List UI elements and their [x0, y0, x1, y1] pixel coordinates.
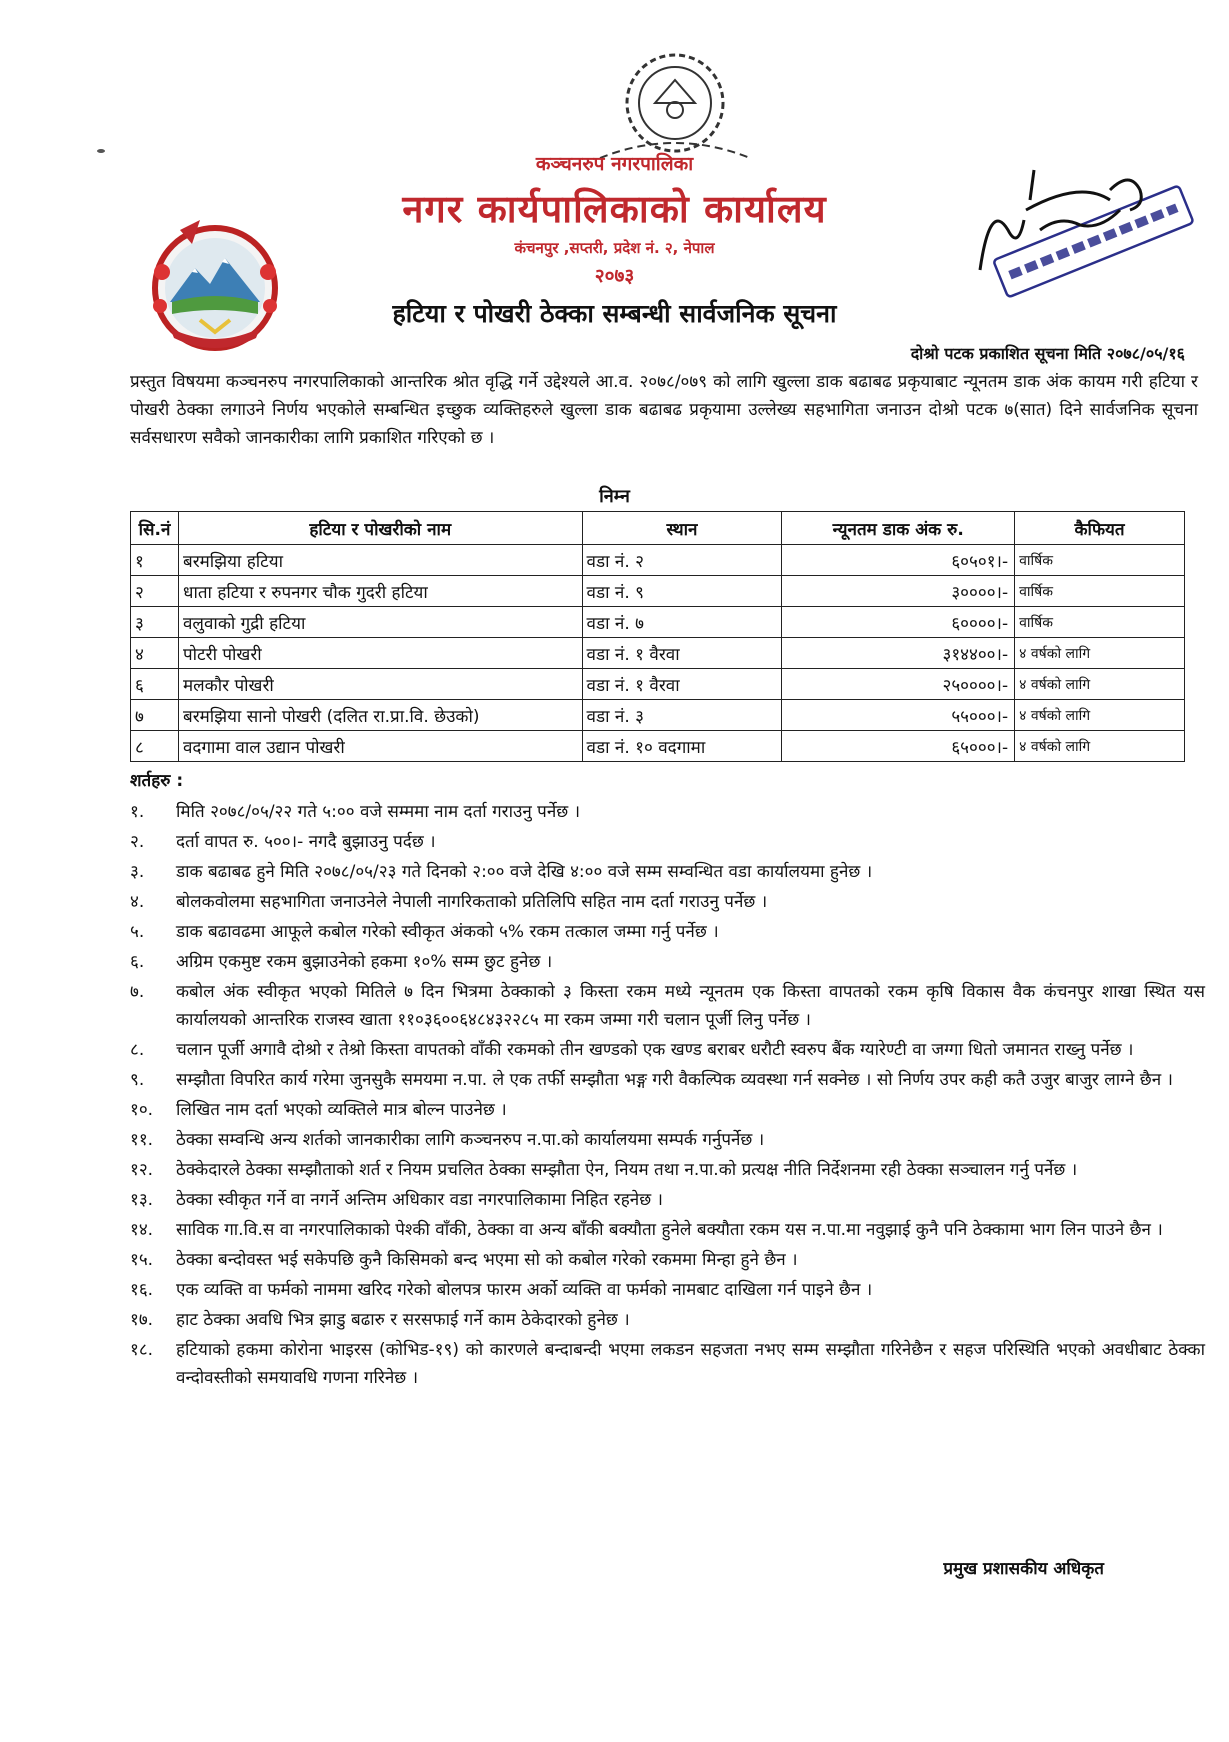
- condition-number: १७.: [130, 1310, 154, 1330]
- condition-text: हटियाको हकमा कोरोना भाइरस (कोभिड-१९) को कारणले बन्दाबन्दी भएमा लकडन सहजता नभए सम्म सम्झौता गरिनेछैन र सहज परिस्थिति भएको अवधीबाट ठेक्का वन्दोवस्तीको समयावधि गणना गरिनेछ ।: [176, 1340, 1205, 1388]
- cell-location: वडा नं. ९: [582, 576, 782, 607]
- cell-remark: वार्षिक: [1015, 576, 1185, 607]
- cell-amount: ३००००।-: [782, 576, 1015, 607]
- table-row: [131, 731, 1185, 762]
- condition-text: कबोल अंक स्वीकृत भएको मितिले ७ दिन भित्रमा ठेक्काको ३ किस्ता रकम मध्ये न्यूनतम एक किस्ता वापतको रकम कृषि विकास वैक कंचनपुर शाखा स्थित यस कार्यालयको आन्तरिक राजस्व खाता ११०३६००६४८४३२२८५ मा रकम जम्मा गरी चलान पूर्जी लिनु पर्नेछ ।: [176, 982, 1205, 1030]
- cell-amount: ६५०००।-: [782, 731, 1015, 762]
- signature-stamp-icon: [960, 160, 1200, 310]
- conditions-list: [130, 798, 1205, 1394]
- notice-title: हटिया र पोखरी ठेक्का सम्बन्धी सार्वजनिक सूचना: [392, 299, 837, 328]
- cell-sn: १: [131, 545, 179, 576]
- cell-remark: ४ वर्षको लागि: [1015, 669, 1185, 700]
- condition-text: चलान पूर्जी अगावै दोश्रो र तेश्रो किस्ता वापतको वाँकी रकमको तीन खण्डको एक खण्ड बराबर धरौटी स्वरुप बैंक ग्यारेण्टी वा जग्गा धितो जमानत राख्नु पर्नेछ ।: [176, 1040, 1134, 1060]
- condition-text: डाक बढावढमा आफूले कबोल गरेको स्वीकृत अंकको ५% रकम तत्काल जम्मा गर्नु पर्नेछ ।: [176, 922, 719, 942]
- cell-name: बरमझिया सानो पोखरी (दलित रा.प्रा.वि. छेउको): [178, 700, 582, 731]
- condition-text: एक व्यक्ति वा फर्मको नाममा खरिद गरेको बोलपत्र फारम अर्को व्यक्ति वा फर्मको नामबाट दाखिला गर्न पाइने छैन ।: [176, 1280, 873, 1300]
- cell-sn: ७: [131, 700, 179, 731]
- condition-number: २.: [130, 832, 145, 852]
- list-item: [130, 828, 1205, 856]
- list-item: [130, 1096, 1205, 1124]
- list-item: [130, 858, 1205, 886]
- list-item: [130, 1246, 1205, 1274]
- list-item: [130, 1336, 1205, 1392]
- table-heading: निम्न: [599, 486, 630, 507]
- cell-remark: वार्षिक: [1015, 607, 1185, 638]
- signatory-title: प्रमुख प्रशासकीय अधिकृत: [943, 1559, 1104, 1579]
- cell-location: वडा नं. १ वैरवा: [582, 638, 782, 669]
- condition-text: डाक बढाबढ हुने मिति २०७८/०५/२३ गते दिनको २:०० वजे देखि ४:०० वजे सम्म सम्वन्धित वडा कार्यालयमा हुनेछ ।: [176, 862, 873, 882]
- condition-number: १२.: [130, 1160, 154, 1180]
- condition-number: ९.: [130, 1070, 145, 1090]
- condition-text: ठेक्केदारले ठेक्का सम्झौताको शर्त र नियम प्रचलित ठेक्का सम्झौता ऐन, नियम तथा न.पा.को प्रत्यक्ष नीति निर्देशनमा रही ठेक्का सञ्चालन गर्नु पर्नेछ ।: [176, 1160, 1078, 1180]
- condition-number: ८.: [130, 1040, 145, 1060]
- column-header-sn: सि.नं: [131, 512, 179, 545]
- cell-amount: ६००००।-: [782, 607, 1015, 638]
- list-item: [130, 1186, 1205, 1214]
- column-header-name: हटिया र पोखरीको नाम: [178, 512, 582, 545]
- list-item: [130, 1066, 1205, 1094]
- list-item: [130, 948, 1205, 976]
- table-row: [131, 638, 1185, 669]
- table-row: [131, 545, 1185, 576]
- condition-number: १०.: [130, 1100, 154, 1120]
- table-header-row: [131, 512, 1185, 545]
- cell-sn: ८: [131, 731, 179, 762]
- cell-amount: २५००००।-: [782, 669, 1015, 700]
- cell-sn: ३: [131, 607, 179, 638]
- condition-text: सम्झौता विपरित कार्य गरेमा जुनसुकै समयमा न.पा. ले एक तर्फी सम्झौता भङ्ग गरी वैकल्पिक व्यवस्था गर्न सक्नेछ । सो निर्णय उपर कही कतै उजुर बाजुर लाग्ने छैन ।: [176, 1070, 1173, 1090]
- list-item: [130, 1306, 1205, 1334]
- condition-text: लिखित नाम दर्ता भएको व्यक्तिले मात्र बोल्न पाउनेछ ।: [176, 1100, 507, 1120]
- cell-amount: ३१४४००।-: [782, 638, 1015, 669]
- cell-name: बरमझिया हटिया: [178, 545, 582, 576]
- condition-number: १८.: [130, 1340, 154, 1360]
- list-item: [130, 978, 1205, 1034]
- cell-amount: ६०५०१।-: [782, 545, 1015, 576]
- condition-number: १५.: [130, 1250, 154, 1270]
- condition-text: बोलकवोलमा सहभागिता जनाउनेले नेपाली नागरिकताको प्रतिलिपि सहित नाम दर्ता गराउनु पर्नेछ ।: [176, 892, 768, 912]
- condition-number: १.: [130, 802, 145, 822]
- cell-name: मलकौर पोखरी: [178, 669, 582, 700]
- condition-text: हाट ठेक्का अवधि भित्र झाडु बढारु र सरसफाई गर्ने काम ठेकेदारको हुनेछ ।: [176, 1310, 630, 1330]
- table-row: [131, 607, 1185, 638]
- list-item: [130, 918, 1205, 946]
- condition-number: ४.: [130, 892, 145, 912]
- cell-remark: ४ वर्षको लागि: [1015, 638, 1185, 669]
- cell-location: वडा नं. २: [582, 545, 782, 576]
- table-row: [131, 576, 1185, 607]
- cell-name: धाता हटिया र रुपनगर चौक गुदरी हटिया: [178, 576, 582, 607]
- list-item: [130, 1156, 1205, 1184]
- office-title: नगर कार्यपालिकाको कार्यालय: [402, 187, 827, 231]
- list-item: [130, 1276, 1205, 1304]
- cell-remark: ४ वर्षको लागि: [1015, 731, 1185, 762]
- intro-paragraph: प्रस्तुत विषयमा कञ्चनरुप नगरपालिकाको आन्तरिक श्रोत वृद्धि गर्ने उद्देश्यले आ.व. २०७८/०७९ को लागि खुल्ला डाक बढाबढ प्रकृयाबाट न्यूनतम डाक अंक कायम गरी हटिया र पोखरी ठेक्का लगाउने निर्णय भएकोले सम्बन्धित इच्छुक व्यक्तिहरुले खुल्ला डाक बढाबढ प्रकृयामा उल्लेख्य सहभागिता जनाउन दोश्रो पटक ७(सात) दिने सार्वजनिक सूचना सर्वसधारण सवैको जानकारीका लागि प्रकाशित गरिएको छ ।: [130, 372, 1198, 448]
- list-item: [130, 888, 1205, 916]
- table-row: [131, 700, 1185, 731]
- office-address: कंचनपुर ,सप्तरी, प्रदेश नं. २, नेपाल: [514, 239, 715, 257]
- table-row: [131, 669, 1185, 700]
- list-item: [130, 1126, 1205, 1154]
- condition-text: अग्रिम एकमुष्ट रकम बुझाउनेको हकमा १०% सम्म छुट हुनेछ ।: [176, 952, 553, 972]
- established-year: २०७३: [594, 265, 635, 287]
- condition-number: ३.: [130, 862, 145, 882]
- cell-amount: ५५०००।-: [782, 700, 1015, 731]
- condition-text: मिति २०७८/०५/२२ गते ५:०० वजे सम्ममा नाम दर्ता गराउनु पर्नेछ ।: [176, 802, 581, 822]
- cell-location: वडा नं. ३: [582, 700, 782, 731]
- condition-text: साविक गा.वि.स वा नगरपालिकाको पेश्की वाँकी, ठेक्का वा अन्य बाँकी बक्यौता हुनेले बक्यौता रकम यस न.पा.मा नवुझाई कुनै पनि ठेक्कामा भाग लिन पाउने छैन ।: [176, 1220, 1163, 1240]
- cell-name: पोटरी पोखरी: [178, 638, 582, 669]
- municipality-name: कञ्चनरुप नगरपालिका: [535, 153, 694, 175]
- cell-name: वलुवाको गुद्री हटिया: [178, 607, 582, 638]
- cell-name: वदगामा वाल उद्यान पोखरी: [178, 731, 582, 762]
- condition-number: ११.: [130, 1130, 154, 1150]
- condition-number: ७.: [130, 982, 145, 1002]
- cell-location: वडा नं. ७: [582, 607, 782, 638]
- condition-number: ६.: [130, 952, 145, 972]
- cell-remark: वार्षिक: [1015, 545, 1185, 576]
- cell-sn: २: [131, 576, 179, 607]
- column-header-amount: न्यूनतम डाक अंक रु.: [782, 512, 1015, 545]
- condition-number: १४.: [130, 1220, 154, 1240]
- condition-text: दर्ता वापत रु. ५००।- नगदै बुझाउनु पर्दछ ।: [176, 832, 436, 852]
- list-item: [130, 1216, 1205, 1244]
- publication-date: दोश्रो पटक प्रकाशित सूचना मिति २०७८/०५/१६: [910, 344, 1185, 363]
- column-header-remark: कैफियत: [1015, 512, 1185, 545]
- condition-number: १६.: [130, 1280, 154, 1300]
- list-item: [130, 798, 1205, 826]
- condition-number: १३.: [130, 1190, 154, 1210]
- condition-number: ५.: [130, 922, 145, 942]
- condition-text: ठेक्का स्वीकृत गर्ने वा नगर्ने अन्तिम अधिकार वडा नगरपालिकामा निहित रहनेछ ।: [176, 1190, 663, 1210]
- cell-sn: ६: [131, 669, 179, 700]
- cell-location: वडा नं. १ वैरवा: [582, 669, 782, 700]
- cell-remark: ४ वर्षको लागि: [1015, 700, 1185, 731]
- cell-sn: ४: [131, 638, 179, 669]
- list-item: [130, 1036, 1205, 1064]
- condition-text: ठेक्का बन्दोवस्त भई सकेपछि कुनै किसिमको बन्द भएमा सो को कबोल गरेको रकममा मिन्हा हुने छैन ।: [176, 1250, 798, 1270]
- condition-text: ठेक्का सम्वन्धि अन्य शर्तको जानकारीका लागि कञ्चनरुप न.पा.को कार्यालयमा सम्पर्क गर्नुपर्नेछ ।: [176, 1130, 765, 1150]
- column-header-location: स्थान: [582, 512, 782, 545]
- contracts-table: [130, 511, 1185, 762]
- conditions-heading: शर्तहरु :: [130, 771, 184, 791]
- cell-location: वडा नं. १० वदगामा: [582, 731, 782, 762]
